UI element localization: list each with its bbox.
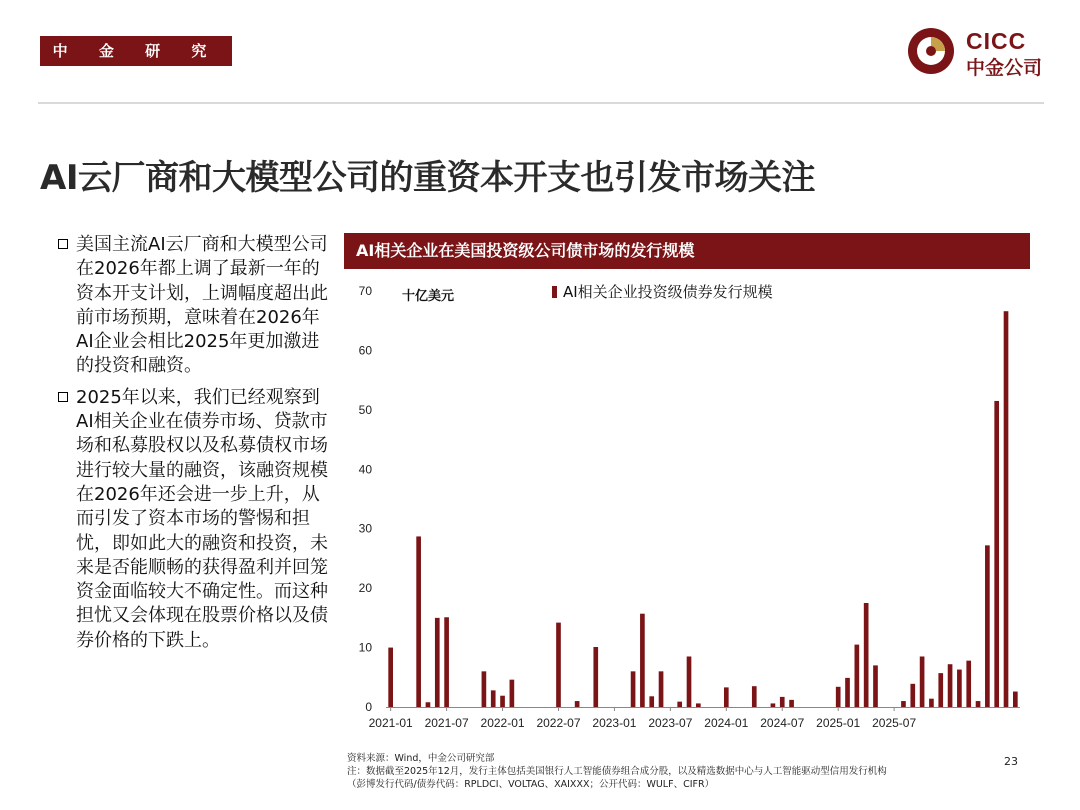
y-tick-label: 20	[358, 581, 372, 596]
bar	[416, 536, 421, 707]
bar	[910, 684, 915, 707]
bar	[631, 671, 636, 707]
page-number: 23	[1004, 755, 1018, 768]
logo-text-cn: 中金公司	[966, 57, 1043, 79]
bar	[649, 696, 654, 707]
note-line: 注：数据截至2025年12月，发行主体包括美国银行人工智能债券组合成分股，以及精选数据中心与人工智能驱动型信用发行机构	[347, 766, 887, 777]
slide-title: AI云厂商和大模型公司的重资本开支也引发市场关注	[40, 158, 815, 198]
header-divider	[38, 102, 1044, 104]
department-badge: 中 金 研 究 部	[40, 36, 232, 66]
bar	[873, 665, 878, 707]
bar	[500, 696, 505, 707]
bar	[677, 702, 682, 707]
bar	[696, 703, 701, 707]
bar	[724, 687, 729, 707]
bar	[836, 687, 841, 707]
bar	[593, 647, 598, 707]
bar	[948, 664, 953, 707]
x-tick-label: 2024-07	[760, 716, 805, 730]
bar	[789, 700, 794, 707]
y-tick-label: 60	[358, 343, 372, 358]
bullet-text: 2025年以来，我们已经观察到AI相关企业在债券市场、贷款市场和私募股权以及私募债权市场进行较大量的融资，该融资规模在2026年还会进一步上升，从而引发了资本市场的警惕和担忧，即如此大的融资和投资，未来是否能顺畅的获得盈利并回笼资金面临较大不确定性。而这种担忧又会体现在股票价格以及债券价格的下跌上。	[76, 386, 328, 651]
bar	[929, 699, 934, 707]
y-tick-label: 50	[358, 402, 372, 417]
bar	[976, 701, 981, 707]
bar	[444, 617, 449, 707]
y-tick-label: 30	[358, 521, 372, 536]
bar	[435, 618, 440, 707]
bar	[752, 686, 757, 707]
logo-text-en: CICC	[966, 28, 1027, 54]
bar	[938, 673, 943, 707]
bar	[864, 603, 869, 707]
bar	[482, 671, 487, 707]
cicc-logo	[906, 26, 1056, 78]
bar	[901, 701, 906, 707]
x-tick-label: 2024-01	[704, 716, 749, 730]
bullet-square-icon	[58, 239, 68, 249]
chart-header: AI相关企业在美国投资级公司债市场的发行规模	[344, 233, 1030, 269]
source-note	[347, 752, 887, 791]
bar	[966, 661, 971, 707]
bar	[855, 645, 860, 707]
bar	[957, 670, 962, 707]
bar	[388, 648, 393, 707]
bar	[771, 703, 776, 707]
bullet-text: 美国主流AI云厂商和大模型公司在2026年都上调了最新一年的资本开支计划，上调幅度超出此前市场预期，意味着在2026年AI企业会相比2025年更加激进的投资和融资。	[76, 234, 328, 377]
y-tick-label: 40	[358, 462, 372, 477]
bar	[426, 702, 431, 707]
x-tick-label: 2025-07	[872, 716, 917, 730]
x-tick-label: 2021-07	[424, 716, 469, 730]
legend-swatch	[552, 286, 557, 298]
bullet-item	[58, 386, 330, 653]
bullet-item	[58, 233, 330, 379]
bar	[659, 671, 664, 707]
bar	[575, 701, 580, 707]
bar	[640, 614, 645, 707]
x-tick-label: 2022-07	[536, 716, 581, 730]
x-tick-label: 2023-07	[648, 716, 693, 730]
x-tick-label: 2022-01	[480, 716, 525, 730]
x-tick-label: 2021-01	[368, 716, 413, 730]
legend-label: AI相关企业投资级债券发行规模	[563, 283, 773, 301]
bar	[556, 623, 561, 707]
bar	[985, 545, 990, 707]
note-line-codes: （彭博发行代码/债券代码：RPLDCI、VOLTAG、XAIXXX；公开代码：WULF、CIFR）	[347, 779, 715, 790]
y-tick-label: 70	[358, 284, 372, 298]
bar	[1013, 692, 1018, 707]
bullet-list	[58, 233, 330, 660]
x-tick-label: 2025-01	[816, 716, 861, 730]
bar	[780, 697, 785, 707]
bar	[510, 680, 515, 707]
bar	[1004, 311, 1009, 707]
y-axis-unit-label: 十亿美元	[402, 289, 455, 304]
bar	[920, 656, 925, 707]
y-tick-label: 10	[358, 640, 372, 655]
bar	[491, 690, 496, 707]
bar	[845, 678, 850, 707]
x-tick-label: 2023-01	[592, 716, 637, 730]
y-tick-label: 0	[365, 700, 372, 714]
bullet-square-icon	[58, 392, 68, 402]
source-line: 资料来源：Wind，中金公司研究部	[347, 753, 495, 764]
bar	[687, 656, 692, 707]
cicc-logo-icon	[906, 26, 956, 76]
bar	[994, 401, 999, 707]
bar-chart	[344, 270, 1034, 746]
